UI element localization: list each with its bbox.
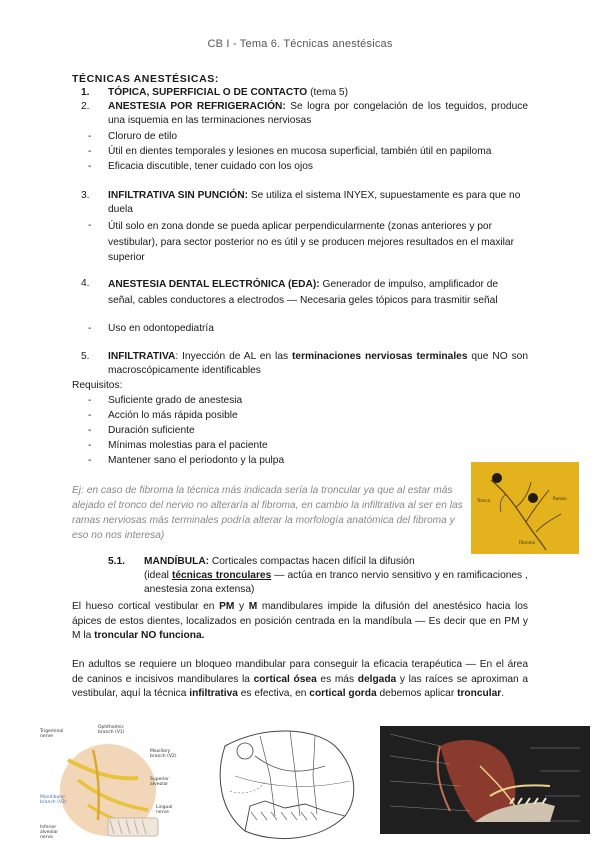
svg-text:branch (V1): branch (V1) [98,730,125,735]
svg-text:nerve: nerve [40,734,53,739]
item-text: Se logra por congelación de los teguidos, produce una isquemia en las terminaciones nerviosas [108,101,528,126]
subsection-heading: MANDÍBULA: [144,556,210,567]
paragraph-cortical: El hueso cortical vestibular en PM y M mandibulares impide la difusión del anestésico hacia los ápices de estos dientes, localizados en posición centrada en la mandíbula — Es decir que en PM y M la troncular NO funciona. [72,601,528,641]
bullet-item: - Mínimas molestias para el paciente [88,440,268,451]
list-item-3 [72,189,528,217]
svg-text:alveolar: alveolar [150,782,169,787]
svg-text:branch (V3): branch (V3) [40,800,67,805]
svg-text:Ophthalmic: Ophthalmic [98,725,124,730]
item-heading: ANESTESIA DENTAL ELECTRÓNICA (EDA): [108,279,320,290]
svg-text:Trigeminal: Trigeminal [40,729,64,734]
list-item-2 [72,100,528,128]
svg-text:Fibroma: Fibroma [519,540,536,545]
list-item-4 [72,277,528,308]
item-text: Se utiliza el sistema INYEX, supuestamente es para que no duela [108,190,521,215]
subsection-number: 5.1. [108,556,125,567]
list-item-1 [72,86,528,100]
item-number: 1. [81,87,90,98]
item-heading: INFILTRATIVA [108,351,176,362]
skull-line-drawing [205,716,365,846]
bullet-item: - Duración suficiente [88,425,195,436]
svg-text:Lingual: Lingual [156,805,173,810]
nerve-diagram-figure [471,462,579,554]
mandible-3d-figure [380,726,590,834]
item-heading: INFILTRATIVA SIN PUNCIÓN: [108,190,248,201]
example-note: Ej: en caso de fibroma la técnica más indicada sería la troncular ya que al estar más alejado el tronco del nervio no alteraría al fibroma, en cambio la infiltrativa al ser en las ramas nerviosas más terminales podría alterar la morfología anatómica del fibroma y eso no nos interesa) [72,485,463,541]
list-item-5: 5. INFILTRATIVA: Inyección de AL en las terminaciones nerviosas terminales que NO son macroscópicamente identificables [81,351,528,376]
requisitos-label: Requisitos: [72,380,123,391]
svg-text:Ramas: Ramas [553,496,567,501]
paragraph-adultos: En adultos se requiere un bloqueo mandibular para conseguir la eficacia terapéutica — En el área de caninos e incisivos mandibulares la cortical ósea es más delgada y las raíces se aproximan a vestibular, aquí la técnica infiltrativa es efectiva, en cortical gorda debemos aplicar troncular. [72,659,528,699]
item-text: (tema 5) [307,87,348,98]
item-heading: ANESTESIA POR REFRIGERACIÓN: [108,101,286,112]
item-number: 2. [81,101,90,112]
item-text: Generador de impulso, amplificador de señal, cables conductores a electrodos — Necesaria geles tópicos para trasmitir señal [108,279,499,306]
subsection-5-1: 5.1. MANDÍBULA: Corticales compactas hacen difícil la difusión (ideal técnicas tronculares — actúa en tranco nervio sensitivo y en ramificaciones , anestesia zona extensa) [108,556,529,595]
section-title: TÉCNICAS ANESTÉSICAS: [72,73,219,85]
bullet-item: - Eficacia discutible, tener cuidado con los ojos [88,161,313,172]
svg-text:nerve: nerve [156,810,169,815]
item-number: 5. [81,351,90,362]
svg-text:nerve: nerve [40,835,53,840]
svg-text:Maxillary: Maxillary [150,749,171,754]
bullet-item: - Mantener sano el periodonto y la pulpa [88,455,285,466]
trigeminal-nerve-figure [38,720,188,846]
svg-text:Tronco: Tronco [477,498,491,503]
item-heading: TÓPICA, SUPERFICIAL O DE CONTACTO [108,87,308,98]
svg-text:alveolar: alveolar [40,830,59,835]
svg-text:Superior: Superior [150,777,170,782]
svg-text:Inferior: Inferior [40,825,57,830]
bullet-item: - Acción lo más rápida posible [88,410,238,421]
bullet-item: - Suficiente grado de anestesia [88,395,243,406]
page-header: CB I - Tema 6. Técnicas anestésicas [207,38,393,50]
bullet-item: - Útil solo en zona donde se pueda aplicar perpendicularmente (zonas anteriores y por vestibular), para sector posterior no es útil y se producen mejores resultados en el maxilar superior [88,220,514,263]
item-number: 3. [81,190,90,201]
bullet-item: - Uso en odontopediatría [88,323,214,334]
svg-text:Mandibular: Mandibular [40,795,66,800]
item-number: 4. [81,278,90,289]
bullet-item: - Cloruro de etilo [88,131,178,142]
bullet-item: - Útil en dientes temporales y lesiones en mucosa superficial, también útil en papiloma [88,146,492,157]
svg-text:branch (V2): branch (V2) [150,754,177,759]
